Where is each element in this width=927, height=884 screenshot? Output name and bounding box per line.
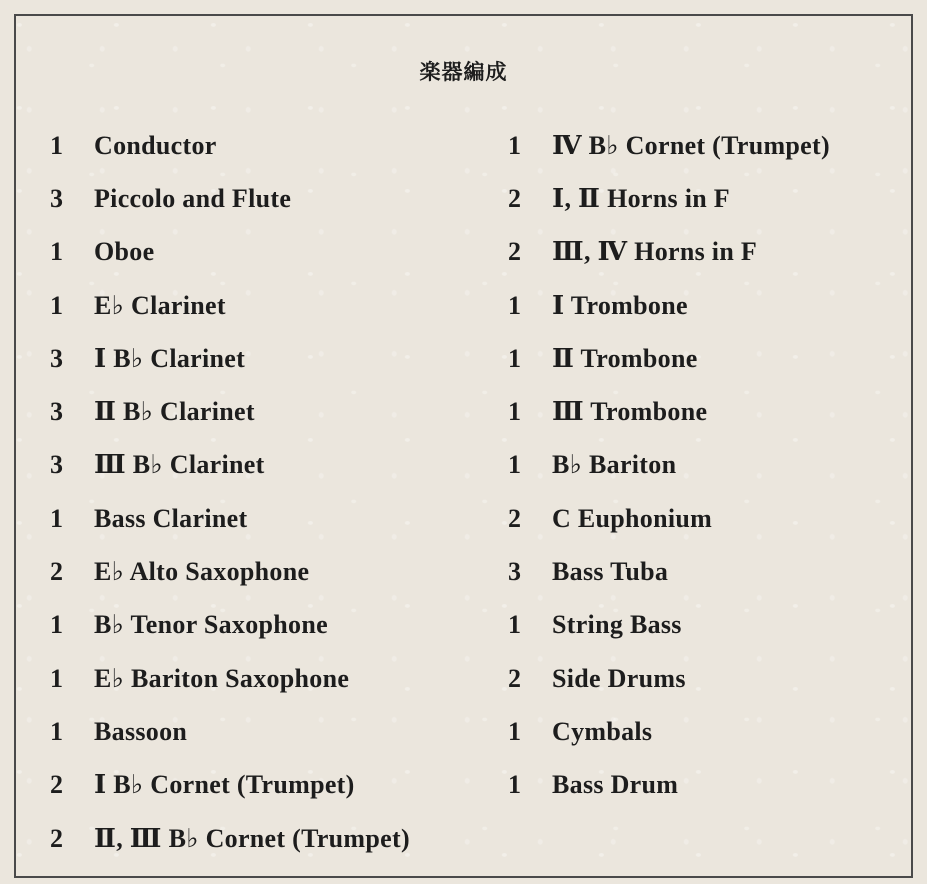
- instrument-name: Bass Drum: [552, 770, 679, 800]
- instrument-row: [508, 545, 830, 598]
- instrument-quantity: 2: [508, 183, 521, 213]
- instrument-row: [50, 119, 410, 172]
- instrument-row: [50, 332, 410, 385]
- instrument-row: [50, 705, 410, 758]
- instrument-row: [508, 492, 830, 545]
- instrument-name: Ⅲ B♭ Clarinet: [94, 450, 265, 480]
- instrument-row: [50, 492, 410, 545]
- instrument-quantity: 2: [50, 770, 63, 800]
- instrument-name: Ⅰ, Ⅱ Horns in F: [552, 183, 730, 213]
- page-title: 楽器編成: [419, 60, 508, 84]
- instrument-row: [50, 545, 410, 598]
- instrument-name: Ⅰ B♭ Clarinet: [94, 343, 246, 373]
- instrument-row: [508, 759, 830, 812]
- instrument-name: Side Drums: [552, 663, 686, 693]
- instrument-name: Ⅰ Trombone: [552, 290, 688, 320]
- instrument-quantity: 1: [50, 130, 63, 160]
- instrument-row: [508, 279, 830, 332]
- instrument-quantity: 3: [50, 450, 63, 480]
- instrument-name: Conductor: [94, 130, 217, 160]
- instrument-row: [50, 759, 410, 812]
- instrument-name: Bass Clarinet: [94, 503, 248, 533]
- instrument-name: Cymbals: [552, 716, 653, 746]
- instrument-name: Ⅱ, Ⅲ B♭ Cornet (Trumpet): [94, 823, 410, 853]
- instrument-row: [50, 439, 410, 492]
- instrument-name: Bassoon: [94, 716, 188, 746]
- instrument-quantity: 1: [50, 716, 63, 746]
- instrument-row: [508, 226, 830, 279]
- instrument-quantity: 2: [508, 237, 521, 267]
- instrument-name: Bass Tuba: [552, 557, 669, 587]
- instrument-row: [508, 439, 830, 492]
- instrument-name: Ⅱ Trombone: [552, 343, 698, 373]
- instrument-row: [50, 652, 410, 705]
- instrument-name: Ⅲ, Ⅳ Horns in F: [552, 237, 758, 267]
- instrument-row: [508, 119, 830, 172]
- instrument-name: B♭ Tenor Saxophone: [94, 610, 328, 640]
- instrument-name: B♭ Bariton: [552, 450, 677, 480]
- instrument-name: Ⅱ B♭ Clarinet: [94, 397, 255, 427]
- instrument-quantity: 1: [508, 290, 521, 320]
- instrument-quantity: 1: [508, 610, 521, 640]
- instrument-quantity: 1: [508, 450, 521, 480]
- instrument-name: Piccolo and Flute: [94, 183, 292, 213]
- instrument-row: [50, 226, 410, 279]
- instrument-quantity: 2: [508, 663, 521, 693]
- instrument-quantity: 1: [50, 503, 63, 533]
- instrument-quantity: 1: [508, 130, 521, 160]
- instrument-quantity: 2: [50, 557, 63, 587]
- instrument-row: [508, 332, 830, 385]
- instrument-name: String Bass: [552, 610, 682, 640]
- instrument-name: Oboe: [94, 237, 155, 267]
- instrument-name: Ⅲ Trombone: [552, 397, 708, 427]
- instrument-name: E♭ Alto Saxophone: [94, 557, 310, 587]
- instrument-quantity: 2: [50, 823, 63, 853]
- instrument-quantity: 1: [508, 716, 521, 746]
- instrument-name: E♭ Bariton Saxophone: [94, 663, 350, 693]
- instrument-row: [50, 172, 410, 225]
- instrument-quantity: 1: [508, 397, 521, 427]
- instrument-row: [508, 652, 830, 705]
- instrument-quantity: 3: [50, 343, 63, 373]
- instrument-quantity: 3: [50, 183, 63, 213]
- instrument-list-right: [508, 119, 830, 812]
- instrument-quantity: 1: [50, 290, 63, 320]
- instrument-quantity: 1: [50, 663, 63, 693]
- instrument-name: C Euphonium: [552, 503, 713, 533]
- instrument-quantity: 1: [50, 610, 63, 640]
- instrument-quantity: 1: [508, 770, 521, 800]
- instrument-quantity: 3: [50, 397, 63, 427]
- instrument-row: [508, 385, 830, 438]
- instrument-row: [50, 385, 410, 438]
- instrument-name: Ⅰ B♭ Cornet (Trumpet): [94, 770, 355, 800]
- instrument-row: [50, 812, 410, 865]
- instrument-name: Ⅳ B♭ Cornet (Trumpet): [552, 130, 830, 160]
- instrument-quantity: 3: [508, 557, 521, 587]
- instrument-quantity: 2: [508, 503, 521, 533]
- instrument-row: [508, 705, 830, 758]
- instrument-row: [50, 599, 410, 652]
- instrument-row: [50, 279, 410, 332]
- instrument-row: [508, 172, 830, 225]
- instrument-row: [508, 599, 830, 652]
- instrument-name: E♭ Clarinet: [94, 290, 226, 320]
- instrument-quantity: 1: [50, 237, 63, 267]
- instrument-list-left: [50, 119, 410, 865]
- instrument-quantity: 1: [508, 343, 521, 373]
